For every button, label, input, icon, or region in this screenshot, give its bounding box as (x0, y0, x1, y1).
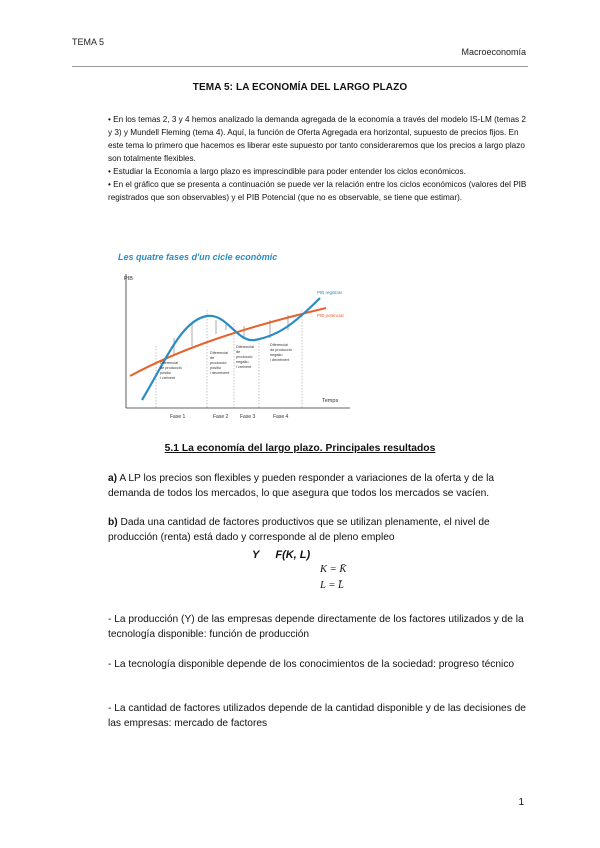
phase3-annotation: Diferencial de producció negatiu i creixent (236, 345, 254, 369)
phase-label: Fase 4 (273, 414, 289, 420)
intro-bullet: • Estudiar la Economía a largo plazo es imprescindible para poder entender los ciclos económicos. (108, 167, 466, 176)
capital-equation: K = K̄ (320, 564, 347, 575)
phase-label: Fase 1 (170, 414, 186, 420)
bullet-paragraph: - La tecnología disponible depende de los conocimientos de la sociedad: progreso técnico (108, 659, 515, 670)
page-title: TEMA 5: LA ECONOMÍA DEL LARGO PLAZO (192, 82, 408, 93)
bullet-paragraph: - La cantidad de factores utilizados depende de la cantidad disponible y de las decisiones de las empresas: mercado de factores (108, 703, 526, 729)
intro-bullet: • En el gráfico que se presenta a continuación se puede ver la relación entre los ciclos económicos (valores del PIB registrados que son observables) y el PIB Potencial (que no es observable, se tiene que estimar). (108, 180, 527, 202)
y-axis-label: PIB (124, 276, 133, 282)
paragraph-label: b) (108, 517, 118, 528)
header-left: TEMA 5 (72, 37, 105, 47)
paragraph-text: A LP los precios son flexibles y pueden responder a variaciones de la oferta y de la demanda de todos los mercados, lo que asegura que todos los mercados se vacíen. (108, 473, 495, 499)
legend-registered: PIB registrat (317, 290, 342, 295)
x-axis-label: Temps (322, 398, 339, 404)
phase-label: Fase 3 (240, 414, 256, 420)
phase2-annotation: Diferencial de producció positiu i decreixent (210, 351, 230, 375)
paragraph-text: Dada una cantidad de factores productivos que se utilizan plenamente, el nivel de producción (renta) está dado y corresponde al de pleno empleo (108, 517, 490, 543)
production-function-formula (252, 549, 310, 561)
intro-bullets (108, 113, 528, 204)
formula-lhs: Y (252, 549, 260, 561)
chart-title: Les quatre fases d'un cicle econòmic (118, 252, 278, 262)
phase-label: Fase 2 (213, 414, 229, 420)
section-title: 5.1 La economía del largo plazo. Principales resultados (164, 443, 436, 454)
legend-potential: PIB potencial (317, 313, 344, 318)
formula-rhs: F(K, L) (275, 549, 311, 561)
economic-cycle-chart (112, 248, 360, 426)
registered-gdp-line (142, 298, 320, 400)
phase1-annotation: Diferencial de producció positiu i creixent (160, 361, 182, 380)
paragraph-b (108, 516, 528, 545)
intro-bullet: • En los temas 2, 3 y 4 hemos analizado la demanda agregada de la economía a través del modelo IS-LM (temas 2 y 3) y Mundell Fleming (tema 4). Aquí, la función de Oferta Agregada era horizontal, supuesto de precios fijos. En este tema lo primero que hacemos es liberar este supuesto por tanto consideraremos que los precios a largo plazo son totalmente flexibles. (108, 115, 526, 163)
labor-equation: L = L̄ (320, 580, 344, 591)
paragraph-a (108, 472, 528, 501)
paragraph-label: a) (108, 473, 118, 484)
phase4-annotation: Diferencial de producció negatiu i decreixent (270, 343, 292, 362)
header-divider (72, 66, 528, 67)
header-right: Macroeconomía (461, 47, 526, 57)
page-number: 1 (518, 797, 524, 808)
bullet-paragraph: - La producción (Y) de las empresas depende directamente de los factores utilizados y de la tecnología disponible: función de producción (108, 614, 524, 640)
